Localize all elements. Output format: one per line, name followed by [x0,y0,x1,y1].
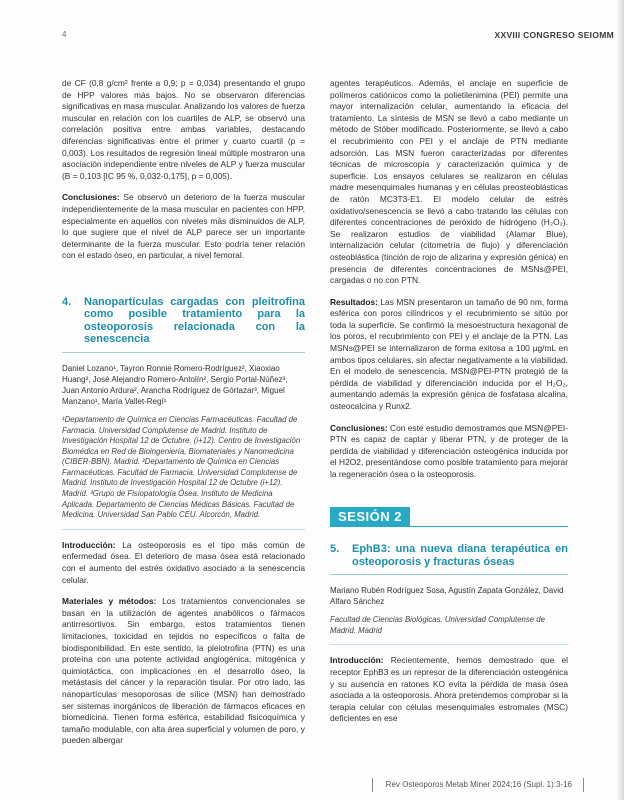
left-column [62,78,305,757]
section-4-number: 4. [62,295,72,308]
conclusions-text-2: Con este estudio demostramos que MSN@PEI-PTN es capaz de captar y liberar PTN, y de proteger de la perdida de viabilidad y diferenciación osteogénica inducida por el H2O2, presentándose como posible tratamiento para mejorar la regeneración ósea o la osteoporosis. [330,422,568,479]
conclusions-text: Se observó un deterioro de la fuerza muscular independientemente de la masa muscular en pacientes con HPP, especialmente en aquellos con niveles más disminuidos de ALP, lo que sugiere que el nivel de ALP parece ser un importante determinante de la fuerza muscular. Esto podría tener relación con el estado óseo, en particular, a nivel femoral. [62,192,305,261]
footer-divider-right [583,778,584,792]
footer-divider [372,778,373,792]
conclusions-label-2: Conclusiones: [330,422,388,433]
page-number: 4 [62,30,67,39]
section-4-affiliations: ¹Departamento de Química en Ciencias Farmacéuticas. Facultad de Farmacia. Universidad Complutense de Madrid. Instituto de Investigación Hospital 12 de Octubre. (i+12). Centro de Investigación Biomédica en Red de Bioingeniería, Biomateriales y Nanomedicina (CIBER-BBN). Madrid. ²Departamento de Química en Ciencias Farmacéuticas. Facultad de Farmacia. Universidad Complutense de Madrid. Instituto de Investigación Hospital 12 de Octubre (i+12). Madrid. ³Grupo de Fisiopatología Ósea. Instituto de Medicina Aplicada. Departamento de Ciencias Médicas Básicas. Facultad de Medicina. Universidad San Pablo CEU. Alcorcón, Madrid. [62,415,305,530]
introduction-paragraph [62,540,305,586]
session-banner [330,491,568,528]
conclusions-paragraph-2 [330,423,568,481]
results-continuation: de CF (0,8 g/cm² frente a 0,9; p = 0,034) presentando el grupo de HPP valores más bajos. No se observaron diferencias significativas en masa muscular. Analizando los valores de fuerza muscular en relación con los cuartiles de ALP, se observó una correlación positiva entre ambas variables, destacando diferencias significativas entre el primer y cuarto cuartil (p = 0,003). Los resultados de regresión lineal múltiple mostraron una asociación independiente entre niveles de ALP y fuerza muscular (B = 0,103 [IC 95 %, 0,032-0,175], p = 0,005). [62,78,306,181]
journal-citation: Rev Osteoporos Metab Miner 2024;16 (Supl. 1):3-16 [385,780,572,789]
methods-continuation: agentes terapéuticos. Además, el anclaje en superficie de polímeros catiónicos como la polietilenimina (PEI) permite una mayor internalización celular, aumentando la eficacia del tratamiento. La síntesis de MSN se llevó a cabo mediante un método de Stöber modificado. Posteriormente, se llevó a cabo el recubrimiento con PEI y el anclaje de PTN mediante adsorción. Las MSN fueron caracterizadas por diferentes técnicas de microscopía y caracterización química y de superficie. Los ensayos celulares se realizaron en células madre mesenquimales humanas y en células preosteoblásticas de ratón MC3T3-E1. El modelo celular de estrés oxidativo/senescencia se llevó a cabo tratando las células con diferentes concentraciones de peróxido de hidrógeno (H₂O₂). Se realizaron estudios de viabilidad (Alamar Blue), internalización celular (citometría de flujo) y diferenciación osteoblástica (tinción de rojo de alizarina y expresión génica) en presencia de diferentes concentraciones de MSNs@PEI, cargadas o no con PTN. [330,78,568,286]
section-4-authors: Daniel Lozano¹, Tayron Ronnie Romero-Rodríguez², Xiaoxiao Huang², José Alejandro Romero-Antolín², Sergio Portal-Núñez³, Juan Antonio Ardura², Arancha Rodríguez de Górtazar³, Miguel Manzano¹, María Vallet-Regí¹ [62,363,288,406]
methods-paragraph [62,596,305,747]
page-footer [0,770,624,800]
session-divider [330,526,568,527]
page-edge-shadow [616,0,624,800]
congress-title: XXVIII CONGRESO SEIOMM [494,30,614,40]
results-paragraph [330,297,568,413]
introduction-label: Introducción: [62,539,116,550]
introduction-text-2: Recientemente, hemos demostrado que el receptor EphB3 es un represor de la diferenciación osteogénica y su ausencia en ratones KO evita la pérdida de masa ósea asociada a la osteoporosis. Ahora pretendemos comprobar si la terapia celular con células mesenquimales estromales (MSC) deficientes en ese [330,655,568,724]
conclusions-paragraph [62,192,305,262]
section-5-heading [330,543,568,575]
introduction-paragraph-2 [330,655,568,725]
section-5-number: 5. [330,543,340,556]
introduction-text: La osteoporosis es el tipo más común de enfermedad ósea. El deterioro de masa ósea está relacionado con el aumento del estrés oxidativo asociado a la senescencia celular. [62,539,305,585]
session-label: SESIÓN 2 [330,507,410,527]
methods-text: Los tratamientos convencionales se basan en la utilización de agentes anabólicos o fármacos antirresortivos. Sin embargo, estos tratamientos tienen limitaciones, toxicidad en tejidos no específicos o falta de biodisponibilidad. En este sentido, la pleiotrofina (PTN) es una proteína con una potente actividad angiogénica, mitogénica y quimiotáctica, con implicaciones en el desarrollo óseo, la metástasis del cáncer y la reparación tisular. Por otro lado, las nanopartículas mesoporosas de sílice (MSN) han demostrado ser sistemas inorgánicos de liberación de fármacos eficaces en biomedicina. Tienen forma esférica, estabilidad fisicoquímica y tamaño modulable, con alta área superficial y volumen de poro, y pueden albergar [62,596,305,746]
results-label: Resultados: [330,296,378,307]
conclusions-label: Conclusiones: [62,192,120,203]
section-4-heading [62,296,305,353]
section-4-title: Nanopartículas cargadas con pleitrofina como posible tratamiento para la osteoporosis relacionada con la senescencia [84,295,305,346]
section-5-authors: Mariano Rubén Rodríguez Sosa, Agustín Zapata González, David Alfaro Sánchez [330,586,564,607]
page-header [0,0,624,52]
section-5-title: EphB3: una nueva diana terapéutica en osteoporosis y fracturas óseas [352,543,568,568]
introduction-label-2: Introducción: [330,655,384,666]
section-5-affiliation: Facultad de Ciencias Biológicas. Universidad Complutense de Madrid. Madrid [330,615,568,645]
results-text: Las MSN presentaron un tamaño de 90 nm, forma esférica con poros cilíndricos y el recubrimiento se sitúo por toda la superficie. Se confirmó la mesoestructura hexagonal de los poros, el recubrimiento con PEI y el anclaje de la PTN. Las MSNs@PEI se internalizaron de forma exitosa a 100 µg/mL en ambos tipos celulares, sin afectar negativamente a la viabilidad. En el modelo de senescencia, MSN@PEI-PTN protegió de la pérdida de viabilidad y diferenciación inducida por el H₂O₂, aumentando además la expresión génica de fosfatasa alcalina, osteocalcina y Runx2. [330,296,568,412]
methods-label: Materiales y métodos: [62,596,157,607]
right-column [330,78,568,735]
